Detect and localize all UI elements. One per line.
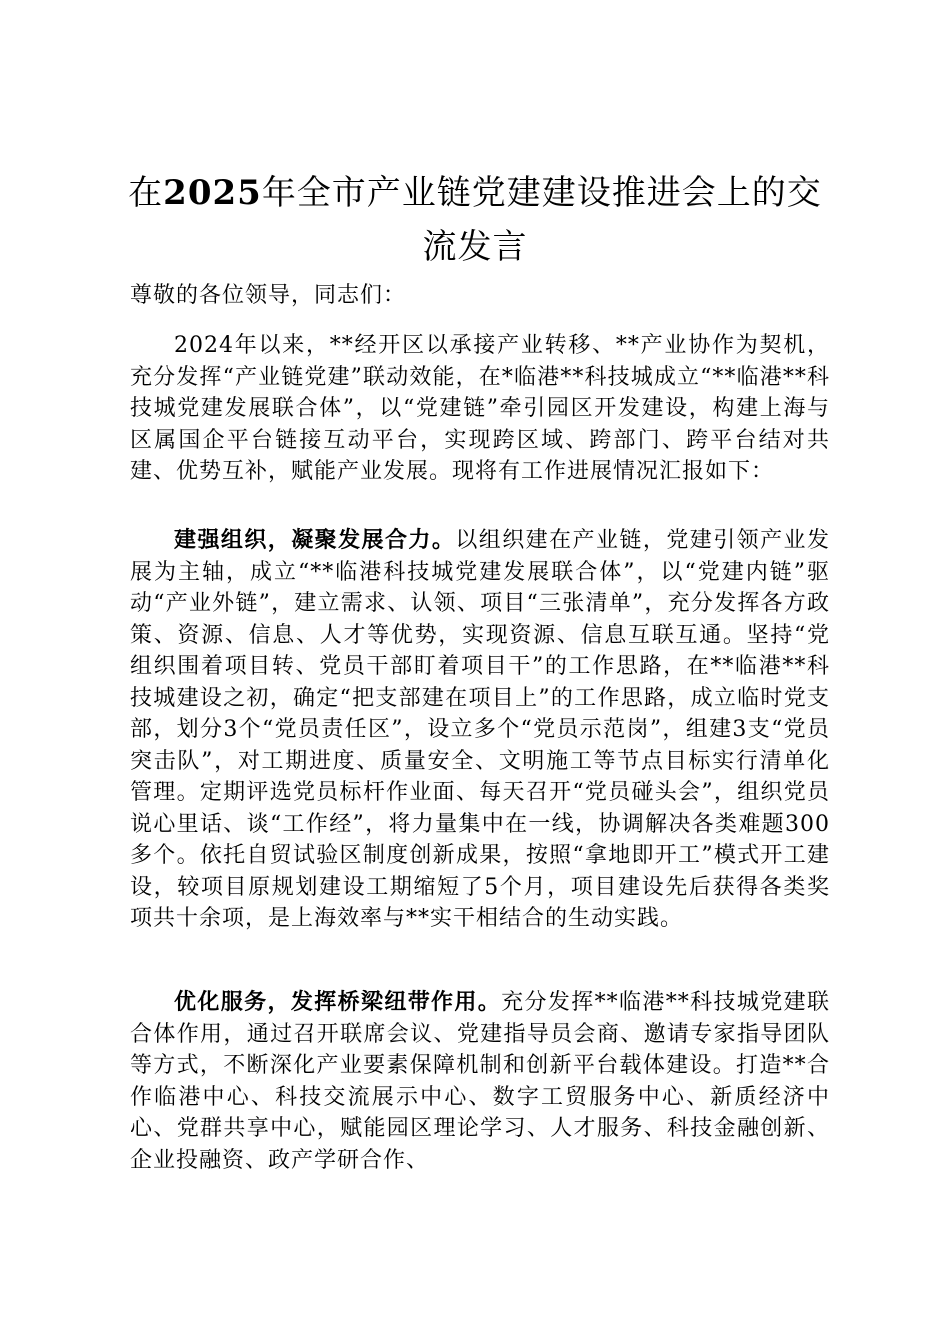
paragraph-text: 2024年以来，**经开区以承接产业转移、**产业协作为契机，充分发挥“产业链党建”联动效能，在*临港**科技城成立“**临港**科技城党建发展联合体”，以“党建链”牵引园区开发建设，构建上海与区属国企平台链接互动平台，实现跨区域、跨部门、跨平台结对共建、优势互补，赋能产业发展。现将有工作进展情况汇报如下： xyxy=(130,333,830,484)
salutation: 尊敬的各位领导，同志们： xyxy=(130,283,407,308)
title-year: 2025 xyxy=(163,173,262,213)
paragraph-organization xyxy=(130,525,830,935)
paragraph-lead: 建强组织，凝聚发展合力。 xyxy=(174,527,456,553)
document-title xyxy=(120,166,830,274)
paragraph-lead: 优化服务，发挥桥梁纽带作用。 xyxy=(174,989,502,1015)
title-rest: 年全市产业链党建建设推进会上的交流发言 xyxy=(261,173,822,267)
paragraph-services xyxy=(130,987,830,1176)
paragraph-text: 充分发挥**临港**科技城党建联合体作用，通过召开联席会议、党建指导员会商、邀请专家指导团队等方式，不断深化产业要素保障机制和创新平台载体建设。打造**合作临港中心、科技交流展示中心、数字工贸服务中心、新质经济中心、党群共享中心，赋能园区理论学习、人才服务、科技金融创新、企业投融资、政产学研合作、 xyxy=(130,990,830,1173)
title-prefix: 在 xyxy=(128,173,164,213)
paragraph-text: 以组织建在产业链，党建引领产业发展为主轴，成立“**临港科技城党建发展联合体”，以“党建内链”驱动“产业外链”，建立需求、认领、项目“三张清单”，充分发挥各方政策、资源、信息、人才等优势，实现资源、信息互联互通。坚持“党组织围着项目转、党员干部盯着项目干”的工作思路，在**临港**科技城建设之初，确定“把支部建在项目上”的工作思路，成立临时党支部，划分3个“党员责任区”，设立多个“党员示范岗”，组建3支“党员突击队”，对工期进度、质量安全、文明施工等节点目标实行清单化管理。定期评选党员标杆作业面、每天召开“党员碰头会”，组织党员说心里话、谈“工作经”，将力量集中在一线，协调解决各类难题300多个。依托自贸试验区制度创新成果，按照“拿地即开工”模式开工建设，较项目原规划建设工期缩短了5个月，项目建设先后获得各类奖项共十余项，是上海效率与**实干相结合的生动实践。 xyxy=(130,528,830,931)
paragraph-intro xyxy=(130,330,830,488)
